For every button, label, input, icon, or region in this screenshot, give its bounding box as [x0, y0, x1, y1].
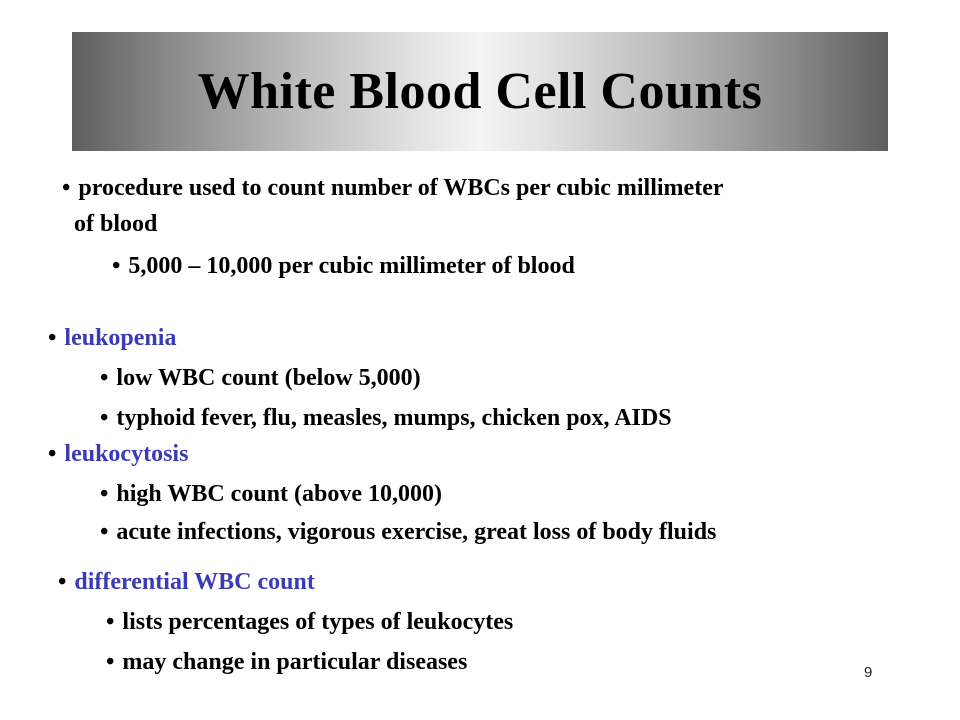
- leukocytosis-causes-text: acute infections, vigorous exercise, great loss of body fluids: [116, 519, 717, 545]
- leukopenia-term: leukopenia: [64, 325, 177, 351]
- bullet-icon: •: [58, 569, 67, 595]
- differential-term: differential WBC count: [74, 569, 315, 595]
- page-number: 9: [864, 664, 873, 681]
- bullet-icon: •: [48, 325, 57, 351]
- bullet-line-percentages: [106, 610, 513, 634]
- percentages-text: lists percentages of types of leukocytes: [122, 609, 514, 635]
- bullet-line-procedure: [62, 176, 724, 200]
- diseases-text: may change in particular diseases: [122, 649, 468, 675]
- slide-title: White Blood Cell Counts: [197, 63, 763, 120]
- low-count-text: low WBC count (below 5,000): [116, 365, 421, 391]
- bullet-line-high-count: [100, 482, 442, 506]
- bullet-icon: •: [48, 441, 57, 467]
- bullet-icon: •: [106, 649, 115, 675]
- bullet-icon: •: [112, 253, 121, 279]
- bullet-line-leukopenia-causes: [100, 406, 672, 430]
- leukopenia-causes-text: typhoid fever, flu, measles, mumps, chicken pox, AIDS: [116, 405, 672, 431]
- normal-range-text: 5,000 – 10,000 per cubic millimeter of blood: [128, 253, 575, 279]
- bullet-line-leukocytosis-causes: [100, 520, 716, 544]
- leukocytosis-term: leukocytosis: [64, 441, 189, 467]
- bullet-line-diseases: [106, 650, 467, 674]
- bullet-line-differential: [58, 570, 315, 594]
- procedure-text: procedure used to count number of WBCs per cubic millimeter: [78, 175, 724, 201]
- bullet-line-leukopenia: [48, 326, 176, 350]
- bullet-icon: •: [100, 519, 109, 545]
- bullet-icon: •: [100, 481, 109, 507]
- bullet-icon: •: [100, 405, 109, 431]
- bullet-line-low-count: [100, 366, 421, 390]
- bullet-icon: •: [100, 365, 109, 391]
- procedure-continued-text: of blood: [74, 211, 158, 237]
- bullet-line-leukocytosis: [48, 442, 188, 466]
- high-count-text: high WBC count (above 10,000): [116, 481, 442, 507]
- bullet-line-normal-range: [112, 254, 575, 278]
- bullet-icon: •: [62, 175, 71, 201]
- bullet-icon: •: [106, 609, 115, 635]
- title-banner: [72, 32, 888, 151]
- procedure-continued-line: [74, 212, 157, 236]
